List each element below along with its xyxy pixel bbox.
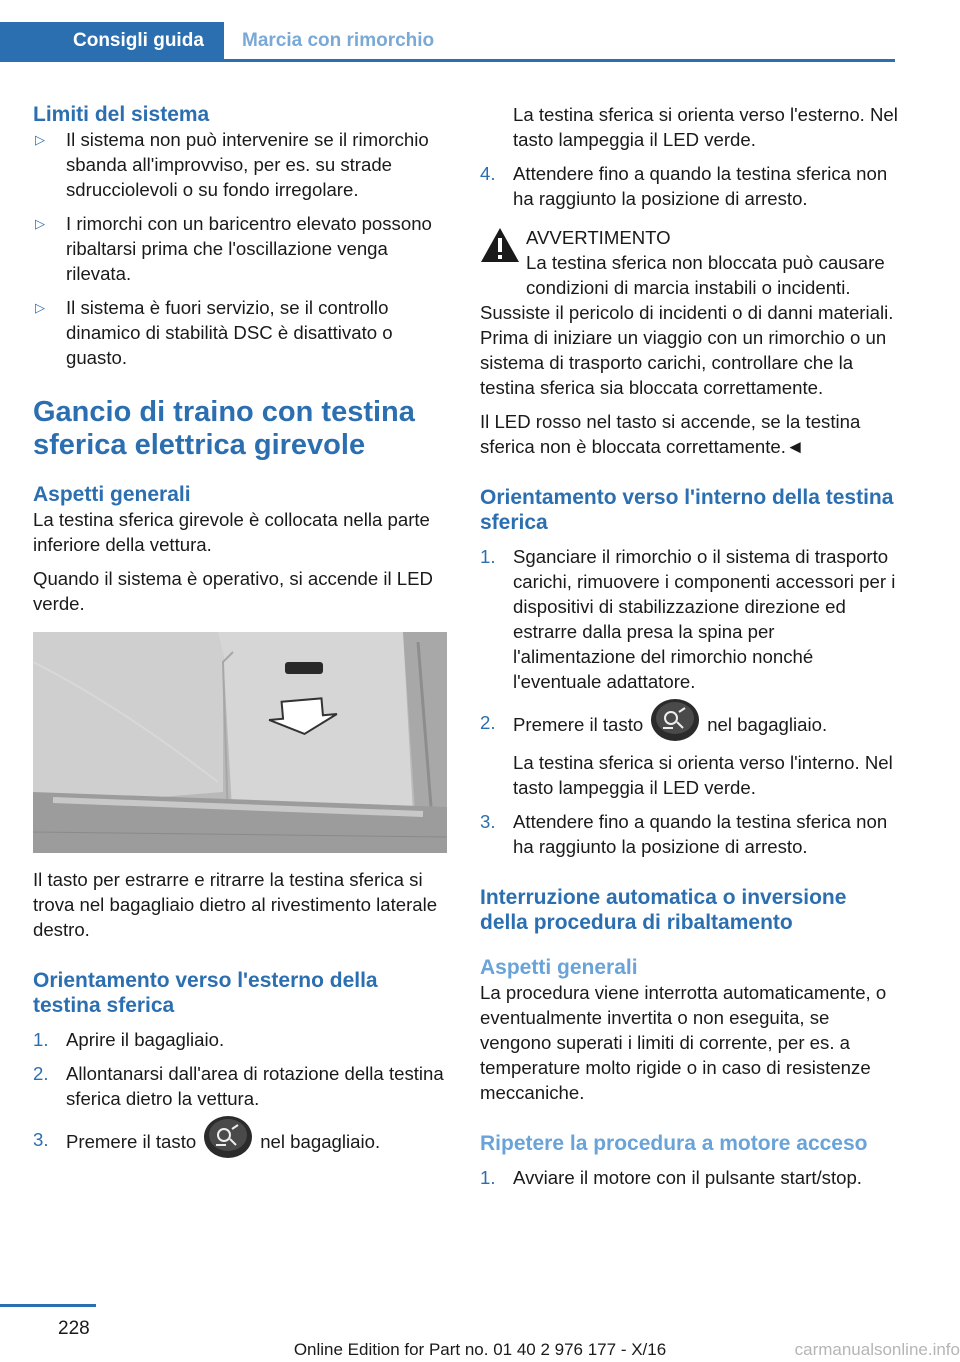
tab-consigli-guida[interactable]: Consigli guida [0, 22, 224, 60]
list-triangle-icon: ▷ [35, 132, 45, 147]
list-item: 1. Avviare il motore con il pulsante start/stop. [480, 1167, 862, 1188]
inward-steps [480, 544, 898, 859]
warning-led-note: Il LED rosso nel tasto si accende, se la testina sferica non è bloccata correttamente.◄ [480, 411, 861, 457]
interrupt-heading: Interruzione automatica o inversione della procedura di ribaltamento [480, 886, 847, 934]
repeat-steps [480, 1165, 898, 1190]
warning-box [480, 225, 898, 400]
list-item: 1. Sganciare il rimorchio o il sistema di trasporto carichi, rimuovere i componenti accessori per i dispositivi di stabilizzazione direzione ed estrarre dalla presa la spina per l'alimentazione del rimorchio nonché l'eventuale adattatore. [480, 546, 896, 692]
watermark: carmanualsonline.info [794, 1340, 960, 1359]
warning-triangle-icon [480, 227, 520, 263]
warning-lead: La testina sferica non bloccata può causare condizioni di marcia instabili o incidenti. [526, 252, 885, 298]
general-heading: Aspetti generali [33, 483, 191, 506]
interrupt-general-heading: Aspetti generali [480, 956, 638, 979]
list-item: 4. Attendere fino a quando la testina sferica non ha raggiunto la posizione di arresto. [480, 163, 888, 209]
general-paragraph-2: Quando il sistema è operativo, si accende il LED verde. [33, 568, 433, 614]
ball-head-button-icon [649, 698, 701, 742]
list-item: ▷ Il sistema è fuori servizio, se il controllo dinamico di stabilità DSC è disattivato o guasto. [35, 297, 393, 368]
list-item: ▷ Il sistema non può intervenire se il rimorchio sbanda all'improvviso, per es. su strade sdrucciolevoli o su fondo irregolare. [35, 129, 429, 200]
warning-title: AVVERTIMENTO [526, 227, 671, 248]
list-item: 2. Allontanarsi dall'area di rotazione della testina sferica dietro la vettura. [33, 1063, 444, 1109]
left-column [33, 102, 451, 1159]
list-triangle-icon: ▷ [35, 216, 45, 231]
outward-steps-continued [480, 161, 898, 211]
footer-rule [0, 1304, 96, 1307]
tab-marcia-con-rimorchio[interactable]: Marcia con rimorchio [242, 30, 435, 51]
outward-step3-result: La testina sferica si orienta verso l'esterno. Nel tasto lampeggia il LED verde. [513, 104, 898, 150]
edition-line: Online Edition for Part no. 01 40 2 976 177 - X/16 [293, 1340, 667, 1359]
repeat-heading: Ripetere la procedura a motore acceso [480, 1132, 868, 1155]
list-triangle-icon: ▷ [35, 300, 45, 315]
main-heading: Gancio di traino con testina sferica elettrica girevole [33, 396, 415, 461]
outward-steps [33, 1027, 451, 1159]
inward-heading: Orientamento verso l'interno della testina sferica [480, 486, 894, 534]
photo-caption: Il tasto per estrarre e ritrarre la testina sferica si trova nel bagagliaio dietro al rivestimento laterale destro. [33, 869, 438, 940]
inward-step2-result: La testina sferica si orienta verso l'interno. Nel tasto lampeggia il LED verde. [513, 752, 893, 798]
trunk-photo [33, 632, 447, 853]
interrupt-paragraph: La procedura viene interrotta automaticamente, o eventualmente invertita o non eseguita, se vengono superati i limiti di corrente, per es. a temperature molto rigide o in caso di resistenze meccaniche. [480, 982, 887, 1103]
limits-heading: Limiti del sistema [33, 103, 210, 126]
page-number: 228 [58, 1318, 90, 1339]
ball-head-button-icon [202, 1115, 254, 1159]
list-item: ▷ I rimorchi con un baricentro elevato possono ribaltarsi prima che l'oscillazione venga rilevata. [35, 213, 432, 284]
limits-list [33, 127, 451, 370]
warning-body: Sussiste il pericolo di incidenti o di danni materiali. Prima di iniziare un viaggio con un rimorchio o un sistema di trasporto carichi, controllare che la testina sferica sia bloccata correttamente. [480, 302, 894, 398]
header-tabbar [0, 22, 895, 62]
list-item: 1. Aprire il bagagliaio. [33, 1029, 225, 1050]
list-item: 3. Premere il tasto nel bagagliaio. [33, 1127, 451, 1159]
general-paragraph-1: La testina sferica girevole è collocata nella parte inferiore della vettura. [33, 509, 430, 555]
list-item: 3. Attendere fino a quando la testina sferica non ha raggiunto la posizione di arresto. [480, 811, 888, 857]
right-column [480, 102, 898, 1190]
list-item: 2. Premere il tasto nel bagagliaio. La testina sferica si orienta verso l'interno. Nel tasto lampeggia il LED verde. [480, 710, 898, 800]
outward-heading: Orientamento verso l'esterno della testina sferica [33, 969, 378, 1017]
